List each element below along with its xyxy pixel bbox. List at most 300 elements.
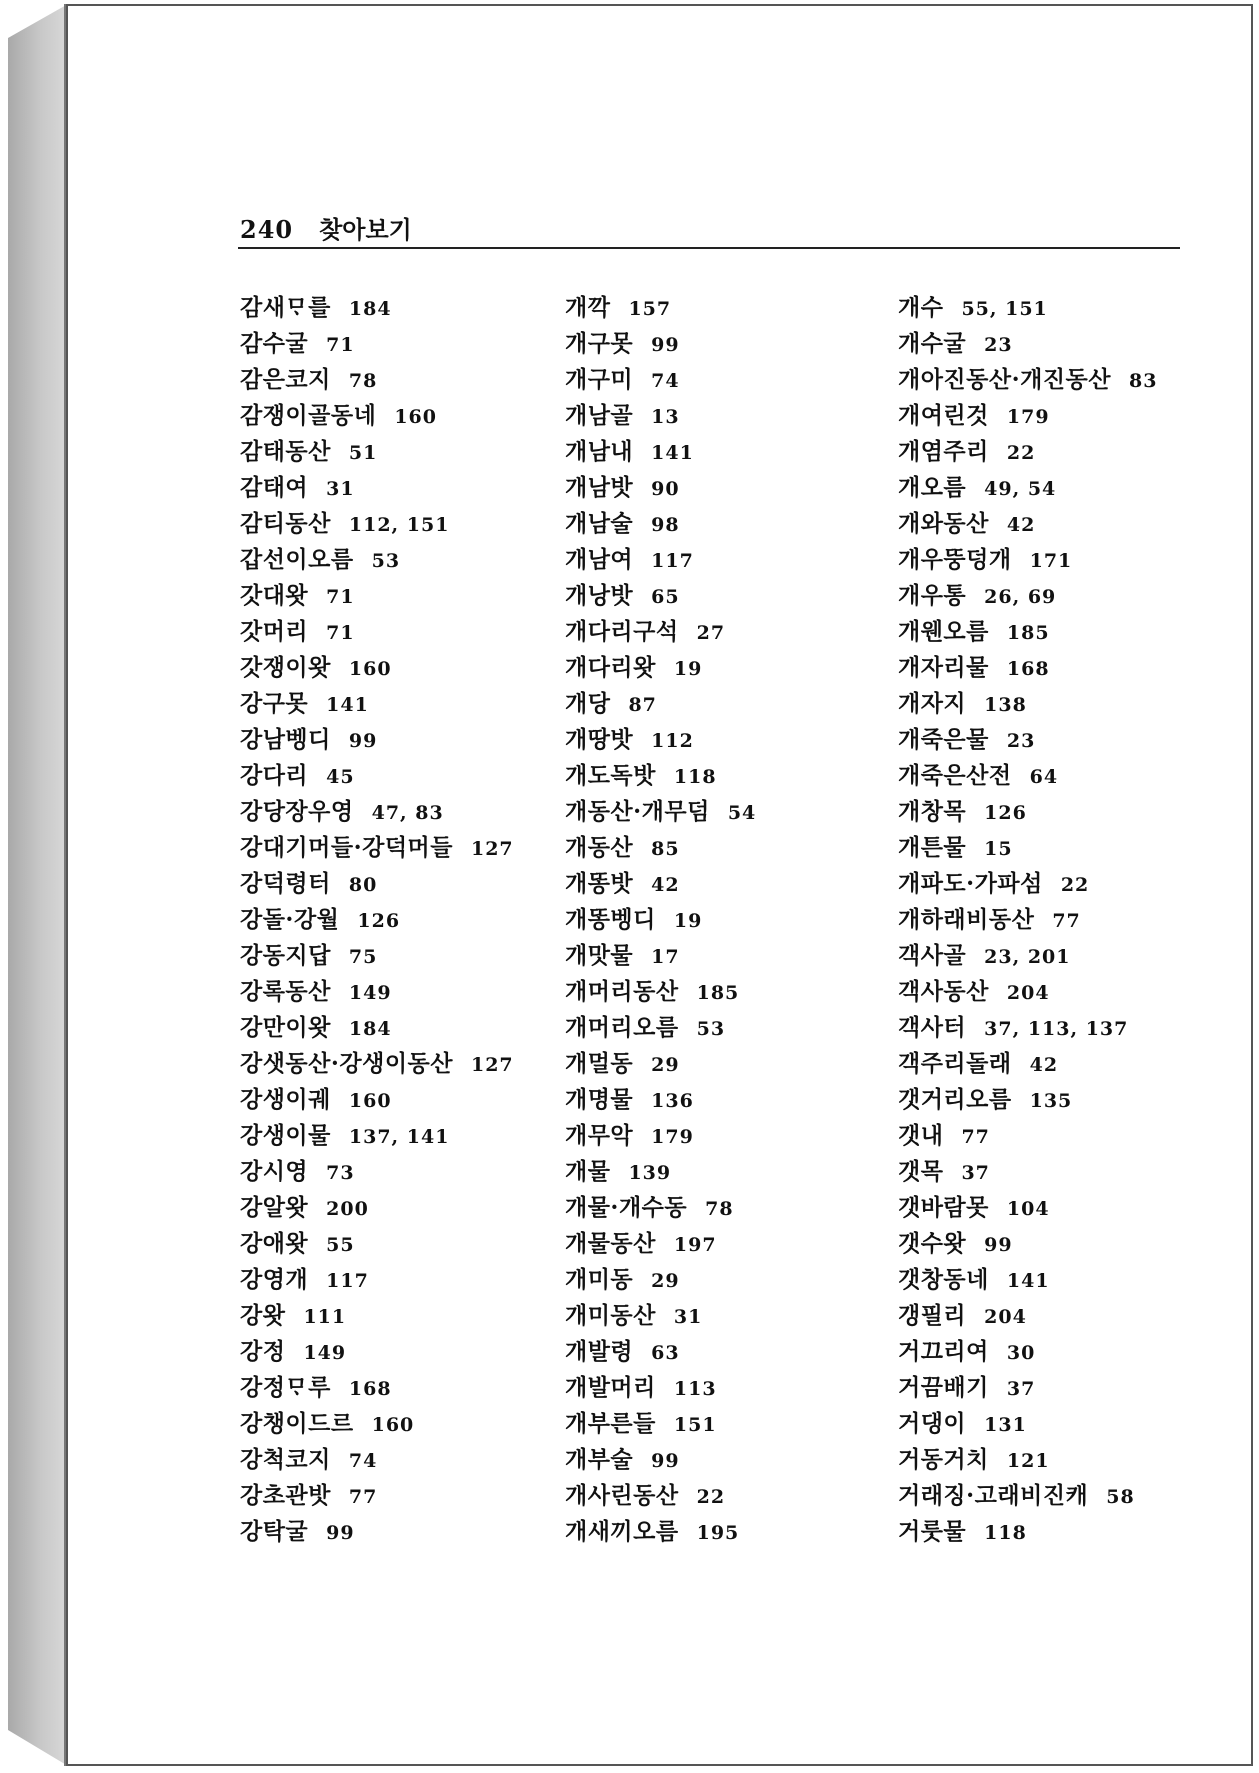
index-page-refs: 15 — [984, 838, 1013, 860]
index-term: 개죽은물 — [898, 726, 989, 753]
index-term: 개다리왓 — [565, 654, 656, 681]
index-term: 개미동산 — [565, 1302, 656, 1329]
index-entry — [898, 1226, 1157, 1262]
index-term: 갱필리 — [898, 1302, 967, 1329]
index-page-refs: 77 — [961, 1126, 990, 1148]
index-entry — [565, 1442, 756, 1478]
index-page-refs: 204 — [984, 1306, 1027, 1328]
index-entry — [240, 398, 514, 434]
index-page-refs: 185 — [1006, 622, 1050, 644]
index-entry — [240, 650, 514, 686]
index-entry — [565, 758, 756, 794]
index-page-refs: 58 — [1106, 1486, 1135, 1508]
index-term: 갯바람못 — [898, 1194, 989, 1221]
index-entry — [240, 434, 514, 470]
index-page-refs: 111 — [303, 1306, 347, 1328]
index-term: 강다리 — [240, 762, 309, 789]
index-entry — [240, 1370, 514, 1406]
index-term: 개맛물 — [565, 942, 634, 969]
index-term: 감쟁이골동네 — [240, 402, 377, 429]
index-entry — [240, 1442, 514, 1478]
index-page-refs: 71 — [326, 622, 355, 644]
index-page-refs: 26, 69 — [984, 586, 1057, 608]
index-term: 객사골 — [898, 942, 967, 969]
index-term: 개발머리 — [565, 1374, 656, 1401]
index-entry — [565, 290, 756, 326]
index-entry — [240, 830, 514, 866]
index-term: 갯내 — [898, 1122, 944, 1149]
index-entry — [240, 758, 514, 794]
index-page-refs: 160 — [394, 406, 437, 428]
index-entry — [898, 1154, 1157, 1190]
index-page-refs: 45 — [326, 766, 355, 788]
index-term: 거끄리여 — [898, 1338, 989, 1365]
index-page-refs: 83 — [1128, 370, 1158, 392]
index-entry — [898, 1046, 1157, 1082]
index-entry — [240, 1406, 514, 1442]
index-entry — [565, 1478, 756, 1514]
index-entry — [565, 506, 756, 542]
index-page-refs: 149 — [303, 1342, 347, 1364]
index-entry — [898, 542, 1157, 578]
index-entry — [565, 1370, 756, 1406]
index-page-refs: 99 — [651, 334, 680, 356]
index-term: 개동산·개무덤 — [565, 798, 710, 825]
index-page-refs: 19 — [673, 658, 703, 680]
index-entry — [240, 794, 514, 830]
index-page-refs: 137, 141 — [348, 1126, 450, 1148]
index-page-refs: 77 — [348, 1486, 378, 1508]
index-term: 강동지답 — [240, 942, 331, 969]
index-entry — [240, 938, 514, 974]
index-page-refs: 17 — [651, 946, 680, 968]
index-page-refs: 168 — [348, 1378, 392, 1400]
index-term: 개오름 — [898, 474, 967, 501]
index-entry — [240, 902, 514, 938]
index-term: 감태여 — [240, 474, 309, 501]
index-page-refs: 149 — [348, 982, 392, 1004]
index-term: 개당 — [565, 690, 611, 717]
index-page-refs: 53 — [696, 1018, 726, 1040]
index-term: 갑선이오름 — [240, 546, 354, 573]
index-entry — [565, 938, 756, 974]
index-page-refs: 29 — [651, 1054, 680, 1076]
index-term: 개낭밧 — [565, 582, 634, 609]
index-term: 개자리물 — [898, 654, 989, 681]
index-term: 거래징·고래비진캐 — [898, 1482, 1089, 1509]
index-entry — [898, 866, 1157, 902]
index-page-refs: 160 — [348, 658, 392, 680]
index-entry — [565, 326, 756, 362]
index-entry — [898, 1442, 1157, 1478]
index-page-refs: 136 — [651, 1090, 694, 1112]
index-term: 개새끼오름 — [565, 1518, 679, 1545]
index-entry — [898, 362, 1157, 398]
index-entry — [898, 470, 1157, 506]
index-page-refs: 29 — [651, 1270, 680, 1292]
index-term: 개구못 — [565, 330, 634, 357]
index-term: 개수굴 — [898, 330, 967, 357]
index-term: 강탁굴 — [240, 1518, 309, 1545]
index-page-refs: 121 — [1006, 1450, 1050, 1472]
index-entry — [565, 578, 756, 614]
index-column-3 — [898, 290, 1157, 1550]
index-page-refs: 185 — [696, 982, 740, 1004]
index-term: 개하래비동산 — [898, 906, 1035, 933]
index-page-refs: 42 — [1006, 514, 1036, 536]
index-term: 거룻물 — [898, 1518, 967, 1545]
index-entry — [240, 362, 514, 398]
index-entry — [240, 506, 514, 542]
index-entry — [565, 1190, 756, 1226]
index-entry — [898, 434, 1157, 470]
index-page-refs: 118 — [984, 1522, 1027, 1544]
index-page-refs: 126 — [357, 910, 401, 932]
index-page-refs: 47, 83 — [371, 802, 444, 824]
index-term: 객사터 — [898, 1014, 967, 1041]
index-term: 강남벵디 — [240, 726, 331, 753]
index-entry — [898, 1118, 1157, 1154]
index-term: 개깍 — [565, 294, 611, 321]
index-page-refs: 184 — [348, 1018, 392, 1040]
index-term: 강만이왓 — [240, 1014, 331, 1041]
index-term: 개여린것 — [898, 402, 989, 429]
index-term: 개동산 — [565, 834, 634, 861]
index-entry — [565, 1082, 756, 1118]
index-term: 강챙이드르 — [240, 1410, 354, 1437]
index-page-refs: 139 — [628, 1162, 672, 1184]
index-term: 갓머리 — [240, 618, 309, 645]
index-page-refs: 13 — [651, 406, 680, 428]
index-term: 갯거리오름 — [898, 1086, 1012, 1113]
index-term: 감은코지 — [240, 366, 331, 393]
index-page-refs: 78 — [348, 370, 378, 392]
index-term: 강시영 — [240, 1158, 309, 1185]
index-term: 갓쟁이왓 — [240, 654, 331, 681]
index-term: 개땅밧 — [565, 726, 634, 753]
index-term: 개파도·가파섬 — [898, 870, 1043, 897]
index-page-refs: 71 — [326, 586, 355, 608]
index-entry — [898, 1406, 1157, 1442]
index-term: 개물 — [565, 1158, 611, 1185]
index-page-refs: 23 — [984, 334, 1013, 356]
index-entry — [898, 506, 1157, 542]
index-term: 개염주리 — [898, 438, 989, 465]
index-entry — [240, 722, 514, 758]
page-title: 찾아보기 — [319, 215, 412, 244]
index-page-refs: 113 — [673, 1378, 717, 1400]
index-page-refs: 112, 151 — [348, 514, 450, 536]
index-term: 개튼물 — [898, 834, 967, 861]
page-number: 240 — [240, 215, 294, 244]
index-page-refs: 23 — [1006, 730, 1036, 752]
index-term: 개멀동 — [565, 1050, 634, 1077]
index-entry — [565, 1514, 756, 1550]
index-term: 개수 — [898, 294, 944, 321]
index-entry — [565, 614, 756, 650]
index-page-refs: 99 — [984, 1234, 1013, 1256]
index-term: 개물동산 — [565, 1230, 656, 1257]
index-term: 객주리돌래 — [898, 1050, 1012, 1077]
index-entry — [240, 470, 514, 506]
index-entry — [565, 650, 756, 686]
index-page-refs: 112 — [651, 730, 694, 752]
index-entry — [565, 1226, 756, 1262]
index-entry — [240, 1478, 514, 1514]
index-entry — [898, 326, 1157, 362]
index-entry — [565, 686, 756, 722]
index-entry — [240, 578, 514, 614]
index-entry — [240, 542, 514, 578]
index-entry — [565, 974, 756, 1010]
index-entry — [565, 1010, 756, 1046]
index-term: 개무악 — [565, 1122, 634, 1149]
index-entry — [898, 1334, 1157, 1370]
index-page-refs: 71 — [326, 334, 355, 356]
index-page-refs: 31 — [673, 1306, 703, 1328]
index-term: 강록동산 — [240, 978, 331, 1005]
index-page-refs: 73 — [326, 1162, 355, 1184]
index-entry — [898, 578, 1157, 614]
index-entry — [240, 1514, 514, 1550]
index-term: 강척코지 — [240, 1446, 331, 1473]
index-page-refs: 168 — [1006, 658, 1050, 680]
index-page-refs: 51 — [348, 442, 378, 464]
index-term: 강애왓 — [240, 1230, 309, 1257]
index-entry — [240, 1082, 514, 1118]
index-page-refs: 22 — [1060, 874, 1090, 896]
index-page-refs: 195 — [696, 1522, 740, 1544]
index-entry — [565, 1118, 756, 1154]
index-page-refs: 157 — [628, 298, 672, 320]
index-page-refs: 151 — [673, 1414, 717, 1436]
index-entry — [565, 1334, 756, 1370]
index-page-refs: 27 — [696, 622, 726, 644]
index-term: 감새ᄆᆞ를 — [240, 294, 331, 321]
index-term: 강샛동산·강생이동산 — [240, 1050, 453, 1077]
index-entry — [898, 614, 1157, 650]
index-entry — [898, 1370, 1157, 1406]
index-page-refs: 77 — [1052, 910, 1081, 932]
index-page-refs: 78 — [705, 1198, 734, 1220]
index-entry — [565, 398, 756, 434]
index-term: 개머리오름 — [565, 1014, 679, 1041]
index-page-refs: 49, 54 — [984, 478, 1057, 500]
index-page-refs: 23, 201 — [984, 946, 1071, 968]
index-page-refs: 64 — [1029, 766, 1059, 788]
index-term: 개머리동산 — [565, 978, 679, 1005]
index-term: 갯창동네 — [898, 1266, 989, 1293]
index-term: 강알왓 — [240, 1194, 309, 1221]
index-term: 개똥밧 — [565, 870, 634, 897]
index-page-refs: 80 — [348, 874, 378, 896]
index-page-refs: 160 — [348, 1090, 392, 1112]
index-term: 개와동산 — [898, 510, 989, 537]
index-page-refs: 55 — [326, 1234, 355, 1256]
index-entry — [240, 290, 514, 326]
index-page-refs: 22 — [1006, 442, 1036, 464]
index-term: 거댕이 — [898, 1410, 967, 1437]
index-term: 강당장우영 — [240, 798, 354, 825]
index-entry — [565, 1298, 756, 1334]
index-term: 개남술 — [565, 510, 634, 537]
index-term: 개남밧 — [565, 474, 634, 501]
index-term: 개도독밧 — [565, 762, 656, 789]
index-page-refs: 99 — [651, 1450, 680, 1472]
index-page-refs: 85 — [651, 838, 680, 860]
index-page-refs: 131 — [984, 1414, 1027, 1436]
index-term: 거끔배기 — [898, 1374, 989, 1401]
index-term: 개명물 — [565, 1086, 634, 1113]
index-term: 개사린동산 — [565, 1482, 679, 1509]
index-entry — [898, 1478, 1157, 1514]
index-entry — [898, 1190, 1157, 1226]
index-term: 강대기머들·강덕머들 — [240, 834, 453, 861]
index-term: 개다리구석 — [565, 618, 679, 645]
index-page-refs: 179 — [651, 1126, 694, 1148]
index-term: 갯수왓 — [898, 1230, 967, 1257]
index-page-refs: 104 — [1006, 1198, 1050, 1220]
index-page-refs: 118 — [673, 766, 717, 788]
index-entry — [898, 1082, 1157, 1118]
index-entry — [240, 1154, 514, 1190]
index-entry — [565, 470, 756, 506]
index-term: 개창목 — [898, 798, 967, 825]
index-entry — [898, 830, 1157, 866]
index-page-refs: 204 — [1006, 982, 1050, 1004]
index-term: 강초관밧 — [240, 1482, 331, 1509]
index-entry — [240, 1046, 514, 1082]
index-term: 강돌·강월 — [240, 906, 340, 933]
index-column-1 — [240, 290, 514, 1550]
index-entry — [565, 542, 756, 578]
index-entry — [565, 722, 756, 758]
index-page-refs: 37, 113, 137 — [984, 1018, 1129, 1040]
index-entry — [240, 686, 514, 722]
index-page-refs: 74 — [651, 370, 680, 392]
index-entry — [240, 974, 514, 1010]
index-page-refs: 30 — [1006, 1342, 1036, 1364]
index-term: 개죽은산전 — [898, 762, 1012, 789]
index-page-refs: 74 — [348, 1450, 378, 1472]
index-entry — [240, 1226, 514, 1262]
index-entry — [898, 758, 1157, 794]
index-page-refs: 179 — [1006, 406, 1050, 428]
index-entry — [240, 1262, 514, 1298]
index-term: 강구못 — [240, 690, 309, 717]
index-term: 개구미 — [565, 366, 634, 393]
index-entry — [240, 1334, 514, 1370]
index-entry — [565, 830, 756, 866]
index-page-refs: 200 — [326, 1198, 369, 1220]
index-entry — [898, 1262, 1157, 1298]
index-term: 강덕령터 — [240, 870, 331, 897]
index-page-refs: 126 — [984, 802, 1027, 824]
index-entry — [898, 1514, 1157, 1550]
index-page-refs: 87 — [628, 694, 657, 716]
index-entry — [898, 1010, 1157, 1046]
index-page-refs: 19 — [673, 910, 703, 932]
index-page-refs: 42 — [651, 874, 680, 896]
index-page-refs: 90 — [651, 478, 680, 500]
index-term: 거동거치 — [898, 1446, 989, 1473]
index-entry — [565, 362, 756, 398]
index-page-refs: 99 — [348, 730, 378, 752]
index-entry — [898, 902, 1157, 938]
index-entry — [565, 434, 756, 470]
index-entry — [898, 650, 1157, 686]
index-page-refs: 53 — [371, 550, 401, 572]
index-term: 개자지 — [898, 690, 967, 717]
index-entry — [898, 794, 1157, 830]
index-entry — [565, 1154, 756, 1190]
index-term: 갯목 — [898, 1158, 944, 1185]
index-page-refs: 127 — [470, 1054, 514, 1076]
index-page-refs: 42 — [1029, 1054, 1059, 1076]
index-entry — [898, 722, 1157, 758]
index-term: 감태동산 — [240, 438, 331, 465]
index-page-refs: 63 — [651, 1342, 680, 1364]
index-term: 개남골 — [565, 402, 634, 429]
index-term: 객사동산 — [898, 978, 989, 1005]
index-page-refs: 117 — [326, 1270, 369, 1292]
index-term: 개부른들 — [565, 1410, 656, 1437]
index-column-2 — [565, 290, 756, 1550]
index-term: 개똥벵디 — [565, 906, 656, 933]
index-entry — [565, 794, 756, 830]
index-page-refs: 31 — [326, 478, 355, 500]
index-term: 개남여 — [565, 546, 634, 573]
index-entry — [565, 1046, 756, 1082]
index-entry — [240, 866, 514, 902]
index-term: 개우통 — [898, 582, 967, 609]
index-page-refs: 37 — [1006, 1378, 1036, 1400]
index-term: 개아진동산·개진동산 — [898, 366, 1111, 393]
index-page-refs: 160 — [371, 1414, 415, 1436]
index-term: 개물·개수동 — [565, 1194, 688, 1221]
index-entry — [565, 1406, 756, 1442]
index-entry — [240, 1118, 514, 1154]
index-entry — [898, 398, 1157, 434]
index-page-refs: 171 — [1029, 550, 1073, 572]
index-page-refs: 197 — [673, 1234, 717, 1256]
index-entry — [240, 614, 514, 650]
index-term: 개발령 — [565, 1338, 634, 1365]
index-term: 개미동 — [565, 1266, 634, 1293]
index-page-refs: 117 — [651, 550, 694, 572]
index-term: 감수굴 — [240, 330, 309, 357]
index-page-refs: 141 — [326, 694, 369, 716]
index-page-refs: 22 — [696, 1486, 726, 1508]
index-entry — [240, 1010, 514, 1046]
index-entry — [898, 686, 1157, 722]
index-entry — [565, 866, 756, 902]
index-page-refs: 65 — [651, 586, 680, 608]
index-entry — [565, 902, 756, 938]
index-term: 감티동산 — [240, 510, 331, 537]
index-page-refs: 55, 151 — [961, 298, 1048, 320]
index-page-refs: 37 — [961, 1162, 990, 1184]
index-page-refs: 99 — [326, 1522, 355, 1544]
index-term: 개남내 — [565, 438, 634, 465]
index-entry — [898, 974, 1157, 1010]
index-entry — [898, 1298, 1157, 1334]
index-entry — [240, 326, 514, 362]
index-page-refs: 141 — [1006, 1270, 1050, 1292]
book-spine-edge — [8, 4, 68, 1766]
index-term: 강영개 — [240, 1266, 309, 1293]
index-term: 개부술 — [565, 1446, 634, 1473]
